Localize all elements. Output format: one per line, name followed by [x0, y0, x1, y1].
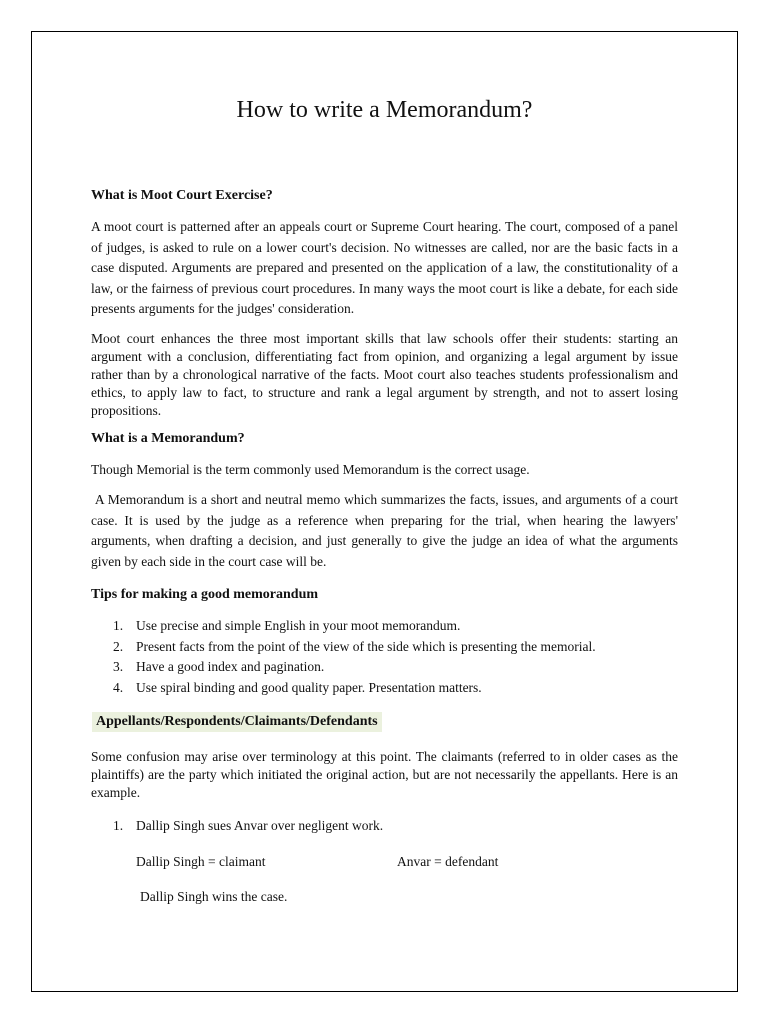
list-item: 2. Present facts from the point of the view of the side which is presenting the memorial.: [113, 638, 596, 654]
tips-heading: Tips for making a good memorandum: [91, 587, 319, 602]
tips-list: [91, 616, 678, 698]
list-item: 4. Use spiral binding and good quality paper. Presentation matters.: [113, 679, 482, 695]
memorandum-paragraph-1: Though Memorial is the term commonly used Memorandum is the correct usage.: [91, 461, 530, 477]
parties-paragraph: Some confusion may arise over terminology at this point. The claimants (referred to in older cases as the plaintiffs) are the party which initiated the original action, but are not necessarily the appellants. Here is an example.: [91, 749, 678, 800]
list-item: 1. Use precise and simple English in your moot memorandum.: [113, 618, 461, 633]
moot-court-heading: What is Moot Court Exercise?: [91, 188, 273, 203]
parties-heading: Appellants/Respondents/Claimants/Defendants: [92, 712, 382, 732]
example-result: Dallip Singh wins the case.: [140, 889, 288, 904]
document-body: [91, 187, 682, 907]
defendant-label: Anvar = defendant: [397, 854, 499, 869]
moot-court-paragraph-2: Moot court enhances the three most important skills that law schools offer their students: starting an argument with a conclusion, differentiating fact from opinion, and organizing a legal argument by issue rather than by a chronological narrative of the facts. Moot court also teaches students professionalism and ethics, to apply law to fact, to structure and rank a legal argument by strength, and not to assert losing propositions.: [91, 330, 678, 418]
page-title: How to write a Memorandum?: [236, 97, 533, 123]
list-item: 3. Have a good index and pagination.: [113, 659, 325, 674]
example-list-item: 1. Dallip Singh sues Anvar over negligent work.: [113, 818, 384, 833]
memorandum-paragraph-2: A Memorandum is a short and neutral memo which summarizes the facts, issues, and arguments of a court case. It is used by the judge as a reference when preparing for the trial, when hearing the lawyers' arguments, when drafting a decision, and just generally to give the judge an idea of what the arguments given by each side in the court case will be.: [91, 492, 682, 569]
moot-court-paragraph-1: A moot court is patterned after an appeals court or Supreme Court hearing. The court, composed of a panel of judges, is asked to rule on a lower court's decision. No witnesses are called, nor are the basic facts in a case disputed. Arguments are prepared and presented on the application of a law, the constitutionality of a law, or the fairness of previous court procedures. In many ways the moot court is like a debate, for each side presents arguments for the judges' consideration.: [91, 219, 678, 316]
memorandum-heading: What is a Memorandum?: [91, 430, 245, 446]
example-roles: [91, 852, 678, 872]
document-page: [31, 31, 738, 992]
claimant-label: Dallip Singh = claimant: [136, 854, 266, 869]
